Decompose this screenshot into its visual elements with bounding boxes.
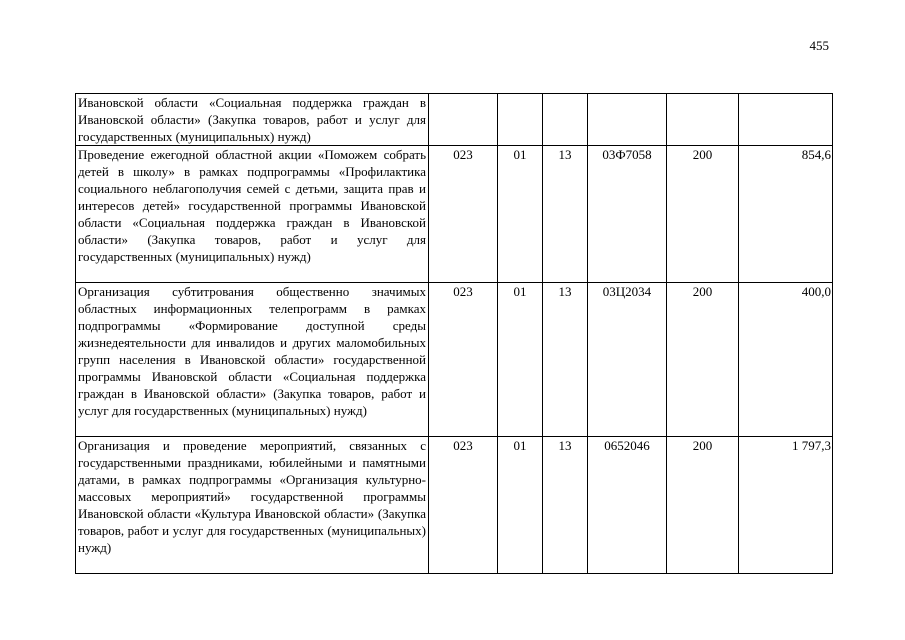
row-description: Проведение ежегодной областной акции «Поможем собрать детей в школу» в рамках подпрограммы «Профилактика социального неблагополучия семей с детьми, защита прав и интересов детей» государственной программы Ивановской области «Социальная поддержка граждан в Ивановской области» (Закупка товаров, работ и услуг для государственных (муниципальных) нужд) [76,146,429,283]
row-expense-type-code: 200 [667,146,739,283]
table-row [76,283,833,437]
row-subsection-code [543,94,588,146]
table-row [76,94,833,146]
row-ministry-code [429,94,498,146]
row-amount: 854,6 [739,146,833,283]
row-expense-type-code: 200 [667,283,739,437]
row-section-code [498,94,543,146]
row-subsection-code: 13 [543,283,588,437]
row-section-code: 01 [498,283,543,437]
row-subsection-code: 13 [543,146,588,283]
row-section-code: 01 [498,437,543,574]
row-description: Ивановской области «Социальная поддержка граждан в Ивановской области» (Закупка товаров, работ и услуг для государственных (муниципальных) нужд) [76,94,429,146]
row-target-code: 03Ф7058 [588,146,667,283]
row-ministry-code: 023 [429,437,498,574]
page-number: 455 [809,38,829,53]
row-amount: 1 797,3 [739,437,833,574]
row-description: Организация и проведение мероприятий, связанных с государственными праздниками, юбилейными и памятными датами, в рамках подпрограммы «Организация культурно-массовых мероприятий» государственной программы Ивановской области «Культура Ивановской области» (Закупка товаров, работ и услуг для государственных (муниципальных) нужд) [76,437,429,574]
row-subsection-code: 13 [543,437,588,574]
row-expense-type-code [667,94,739,146]
budget-table [75,93,833,574]
table-row [76,437,833,574]
table-row [76,146,833,283]
row-target-code: 03Ц2034 [588,283,667,437]
row-expense-type-code: 200 [667,437,739,574]
row-description: Организация субтитрования общественно значимых областных информационных телепрограмм в рамках подпрограммы «Формирование доступной среды жизнедеятельности для инвалидов и других маломобильных групп населения в Ивановской области» государственной программы Ивановской области «Социальная поддержка граждан в Ивановской области» (Закупка товаров, работ и услуг для государственных (муниципальных) нужд) [76,283,429,437]
row-ministry-code: 023 [429,283,498,437]
row-ministry-code: 023 [429,146,498,283]
row-target-code: 0652046 [588,437,667,574]
row-target-code [588,94,667,146]
row-amount: 400,0 [739,283,833,437]
row-amount [739,94,833,146]
row-section-code: 01 [498,146,543,283]
